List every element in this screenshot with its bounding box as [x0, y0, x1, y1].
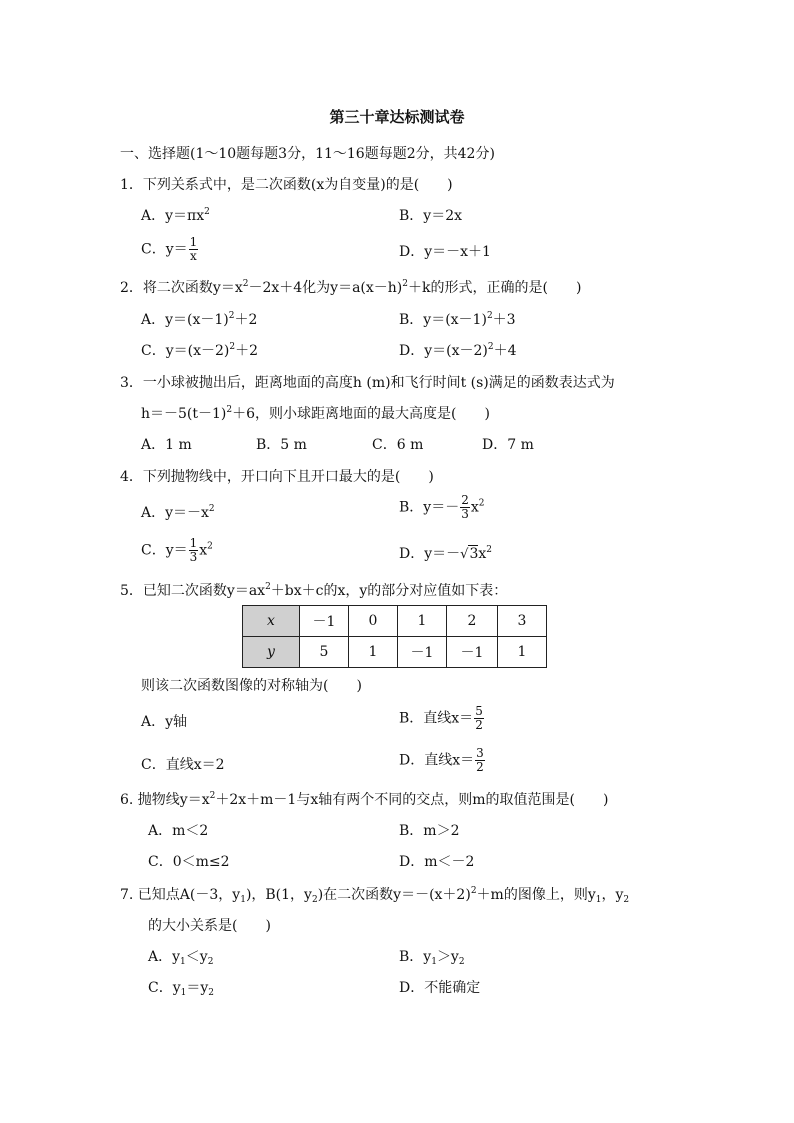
q6-option-c: C．0＜m≤2	[148, 854, 230, 870]
table-header-y: y	[243, 637, 300, 668]
q3-option-c: C．6 m	[372, 437, 424, 453]
fraction: $\frac{3}{2}$	[476, 746, 484, 774]
q5-option-d: D．直线x＝ $\frac{3}{2}$	[399, 746, 484, 774]
q3-stem-line2: $h=-5(t-1)^2+6$，则小球距离地面的最大高度是( )	[141, 405, 490, 422]
q5-followup: 则该二次函数图像的对称轴为( )	[141, 678, 362, 694]
fraction: $\frac{1}{3}$	[189, 536, 198, 564]
q5-option-c: C．直线x＝2	[141, 757, 225, 773]
table-cell: 1	[349, 637, 398, 668]
table-cell: 3	[498, 606, 547, 637]
q2-option-b: B．$y=(x-1)^2+3$	[399, 311, 516, 328]
square-root: √3	[460, 546, 479, 562]
page-title: 第三十章达标测试卷	[329, 108, 465, 126]
table-cell: －1	[398, 637, 447, 668]
q3-option-d: D．7 m	[482, 437, 534, 453]
table-cell: 5	[300, 637, 349, 668]
q3-option-b: B．5 m	[256, 437, 307, 453]
q2-stem: 2．将二次函数$y=x^2-2x+4$化为$y=a(x-h)^2+k$的形式，正确的是( )	[120, 279, 582, 296]
q7-option-c: C．$y_1=y_2$	[148, 980, 215, 998]
q5-option-a: A．y轴	[141, 714, 188, 730]
q4-option-c: C．y＝ $\frac{1}{3}$ $x^2$	[141, 536, 213, 564]
table-cell: 1	[398, 606, 447, 637]
table-cell: 1	[498, 637, 547, 668]
q5-option-b: B．直线x＝ $\frac{5}{2}$	[399, 704, 483, 732]
table-row-y	[243, 637, 547, 668]
table-header-x: x	[243, 606, 300, 637]
table-cell: 2	[447, 606, 498, 637]
section-heading: 一、选择题(1～10题每题3分，11～16题每题2分，共42分)	[120, 146, 495, 162]
q6-option-d: D．m＜－2	[399, 854, 475, 870]
q5-stem: 5．已知二次函数$y=ax^2+bx+c$的x，y的部分对应值如下表：	[120, 582, 508, 599]
q7-stem-line2: 的大小关系是( )	[148, 918, 271, 934]
fraction: $\frac{2}{3}$	[461, 493, 469, 521]
q3-option-a: A．1 m	[141, 437, 192, 453]
q6-option-b: B．m＞2	[399, 823, 460, 839]
q1-option-b: B．y＝2x	[399, 208, 462, 224]
q3-stem-line1: 3．一小球被抛出后，距离地面的高度h (m)和飞行时间t (s)满足的函数表达式为	[120, 375, 615, 391]
table-row-x	[243, 606, 547, 637]
q6-option-a: A．m＜2	[148, 823, 209, 839]
table-cell: 0	[349, 606, 398, 637]
q2-option-c: C．$y=(x-2)^2+2$	[141, 342, 259, 359]
q4-option-d: D．$y=-√3x^2$	[399, 545, 492, 562]
q7-option-b: B．$y_1>y_2$	[399, 949, 465, 967]
q4-option-a: A．$y=-x^2$	[141, 504, 215, 521]
q4-stem: 4．下列抛物线中，开口向下且开口最大的是( )	[120, 469, 434, 485]
q1-option-c: C．y＝ $\frac{1}{x}$	[141, 235, 198, 263]
table-cell: －1	[447, 637, 498, 668]
q1-option-d: D．y＝－x＋1	[399, 244, 491, 260]
value-table	[242, 605, 547, 668]
q1-stem: 1．下列关系式中，是二次函数(x为自变量)的是( )	[120, 177, 453, 193]
q4-option-b: B．y＝－ $\frac{2}{3}$ $x^2$	[399, 493, 485, 521]
fraction: $\frac{5}{2}$	[475, 704, 483, 732]
table-cell: －1	[300, 606, 349, 637]
q7-option-d: D．不能确定	[399, 980, 481, 996]
q6-stem: 6. 抛物线$y=x^2+2x+m-1$与x轴有两个不同的交点，则m的取值范围是( )	[120, 791, 609, 808]
q7-stem-line1: 7. 已知点A(－3，$y_1$)，B(1，$y_2$)在二次函数$y=-(x+2)^2+m$的图像上，则$y_1$，$y_2$	[120, 886, 630, 905]
fraction: $\frac{1}{x}$	[189, 235, 198, 263]
q7-option-a: A．$y_1<y_2$	[148, 949, 214, 967]
q2-option-d: D．$y=(x-2)^2+4$	[399, 342, 517, 359]
q1-option-a: A．$y=\pi x^2$	[141, 207, 210, 224]
q2-option-a: A．$y=(x-1)^2+2$	[141, 311, 258, 328]
